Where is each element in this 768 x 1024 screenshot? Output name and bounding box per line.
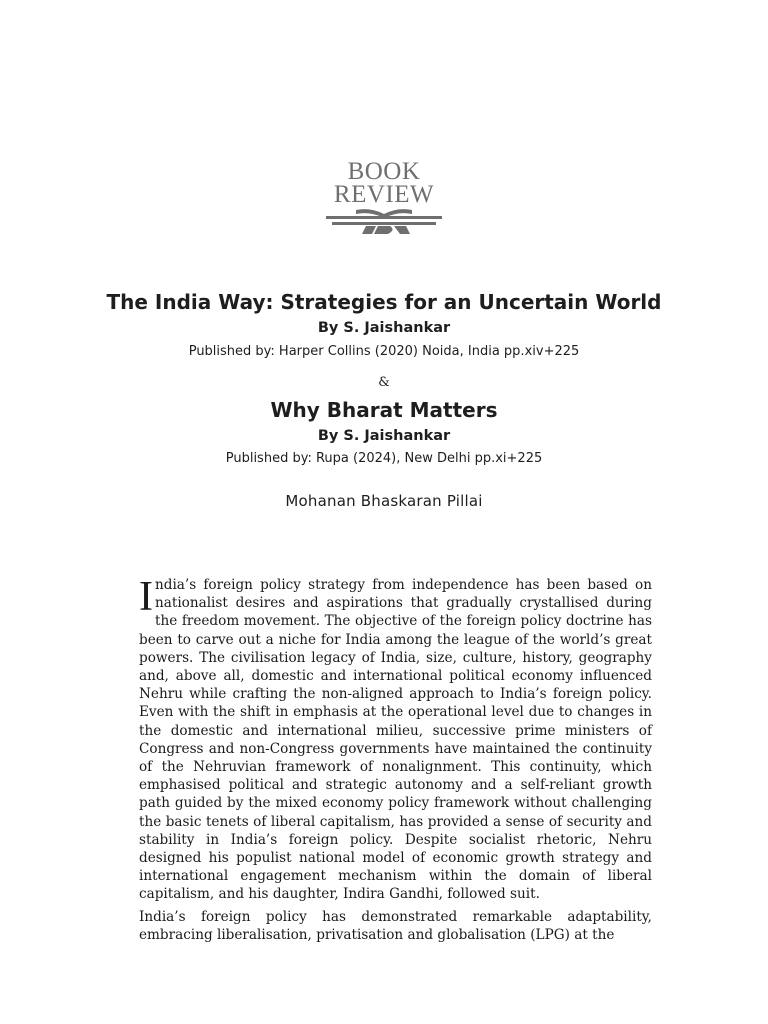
book1-publisher: Published by: Harper Collins (2020) Noida, India pp.xiv+225	[188, 344, 580, 359]
book1-author: By S. Jaishankar	[317, 320, 451, 336]
book2-title: Why Bharat Matters	[270, 398, 498, 422]
review-body	[139, 576, 652, 948]
book2-publisher: Published by: Rupa (2024), New Delhi pp.xi+225	[225, 451, 543, 466]
ampersand-separator: &	[378, 375, 390, 390]
book2-author: By S. Jaishankar	[317, 428, 451, 444]
book1-heading	[0, 289, 768, 361]
logo-line-review: REVIEW	[333, 181, 435, 208]
book2-heading	[0, 397, 768, 468]
body-paragraph: India’s foreign policy has demonstrated remarkable adaptability, embracing liberalisation, privatisation and globalisation (LPG) at the	[139, 908, 652, 943]
open-book-emblem-icon	[326, 208, 442, 234]
reviewer-name: Mohanan Bhaskaran Pillai	[285, 492, 483, 510]
body-paragraph	[139, 576, 652, 904]
book-review-logo	[0, 160, 768, 234]
book1-title: The India Way: Strategies for an Uncertain World	[106, 290, 662, 314]
paragraph-text: ndia’s foreign policy strategy from independence has been based on nationalist desires and aspirations that gradually crystallised during the freedom movement. The objective of the foreign policy doctrine has been to carve out a niche for India among the league of the world’s great powers. The civilisation legacy of India, size, culture, history, geography and, above all, domestic and international political economy influenced Nehru while crafting the non-aligned approach to India’s foreign policy. Even with the shift in emphasis at the operational level due to changes in the domestic and international milieu, successive prime ministers of Congress and non-Congress governments have maintained the continuity of the Nehruvian framework of nonalignment. This continuity, which emphasised political and strategic autonomy and a self-reliant growth path guided by the mixed economy policy framework without challenging the basic tenets of liberal capitalism, has provided a sense of security and stability in India’s foreign policy. Despite socialist rhetoric, Nehru designed his populist national model of economic growth strategy and international engagement mechanism within the domain of liberal capitalism, and his daughter, Indira Gandhi, followed suit.	[139, 577, 652, 903]
logo-line-book: BOOK	[347, 158, 421, 185]
drop-cap: I	[139, 574, 153, 620]
